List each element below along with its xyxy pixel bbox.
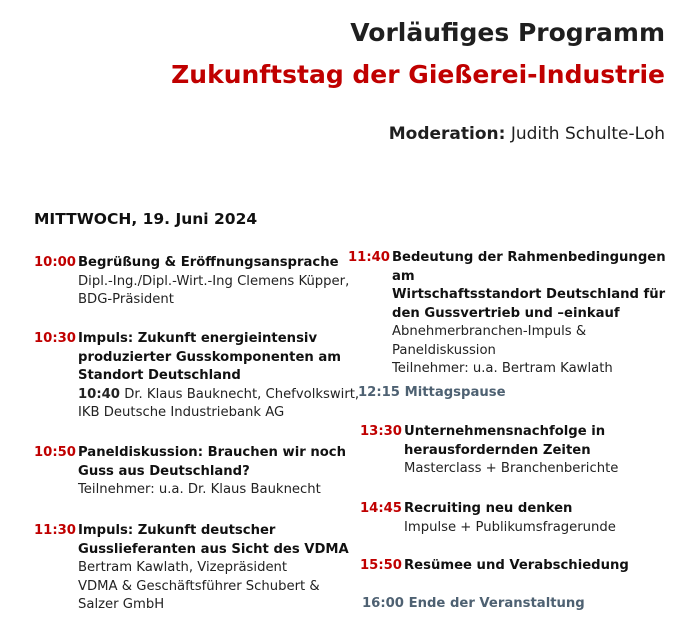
agenda-time: 10:30 [34,331,76,346]
agenda-time: 11:30 [34,523,76,538]
speaker-time: 10:40 [78,386,120,402]
agenda-detail-text: Dr. Klaus Bauknecht, Chefvolkswirt, [124,386,360,402]
agenda-title: den Gussvertrieb und –einkauf [392,305,620,321]
agenda-title: Gusslieferanten aus Sicht des VDMA [78,541,349,557]
moderation-name: Judith Schulte-Loh [510,124,665,144]
lunch-break [358,384,678,403]
agenda-detail: VDMA & Geschäftsführer Schubert & [78,578,320,594]
agenda-detail: Salzer GmbH [78,597,165,612]
agenda-title: Impuls: Zukunft energieintensiv [78,331,318,346]
agenda-title: Bedeutung der Rahmenbedingungen am [392,250,666,284]
agenda-label: Ende der Veranstaltung [408,596,585,611]
agenda-time: 14:45 [360,501,402,516]
event-date: MITTWOCH, 19. Juni 2024 [34,210,258,228]
event-title: Zukunftstag der Gießerei-Industrie [171,60,665,89]
agenda-title: Standort Deutschland [78,368,241,383]
agenda-title: herausfordernden Zeiten [404,442,591,458]
agenda-time: 12:15 [358,385,400,400]
agenda-label: Mittagspause [404,385,506,400]
agenda-time: 16:00 [362,596,404,611]
agenda-detail: IKB Deutsche Industriebank AG [78,405,285,420]
agenda-title: Begrüßung & Eröffnungsansprache [78,255,339,270]
agenda-detail [78,386,368,405]
agenda-title: Impuls: Zukunft deutscher [78,523,276,538]
agenda-detail: Masterclass + Branchenberichte [404,461,619,476]
agenda-title: Guss aus Deutschland? [78,463,250,479]
agenda-end [362,595,682,614]
agenda-title: Paneldiskussion: Brauchen wir noch [78,445,346,460]
agenda-detail: Abnehmerbranchen-Impuls & [392,324,587,339]
agenda-title: Wirtschaftsstandort Deutschland für [392,287,666,302]
agenda-title: Resümee und Verabschiedung [404,558,629,573]
agenda-detail: Dipl.-Ing./Dipl.-Wirt.-Ing Clemens Küpper, [78,273,350,289]
agenda-detail: BDG-Präsident [78,292,174,307]
agenda-detail: Teilnehmer: u.a. Bertram Kawlath [392,361,613,376]
agenda-detail: Paneldiskussion [392,342,496,358]
agenda-title: produzierter Gusskomponenten am [78,349,342,365]
agenda-detail: Bertram Kawlath, Vizepräsident [78,560,288,575]
agenda-time: 15:50 [360,558,402,573]
agenda-detail: Teilnehmer: u.a. Dr. Klaus Bauknecht [78,482,321,497]
agenda-time: 10:00 [34,255,76,270]
agenda-detail: Impulse + Publikumsfragerunde [404,519,616,535]
program-title: Vorläufiges Programm [350,18,665,47]
moderation-label: Moderation: [388,124,506,144]
agenda-time: 13:30 [360,424,402,439]
event-end [362,595,682,614]
agenda-title: Recruiting neu denken [404,501,573,516]
agenda-time: 10:50 [34,445,76,460]
moderation-line [389,124,665,144]
agenda-break-lunch [358,384,678,403]
agenda-title: Unternehmensnachfolge in [404,424,606,439]
agenda-time: 11:40 [348,250,390,265]
